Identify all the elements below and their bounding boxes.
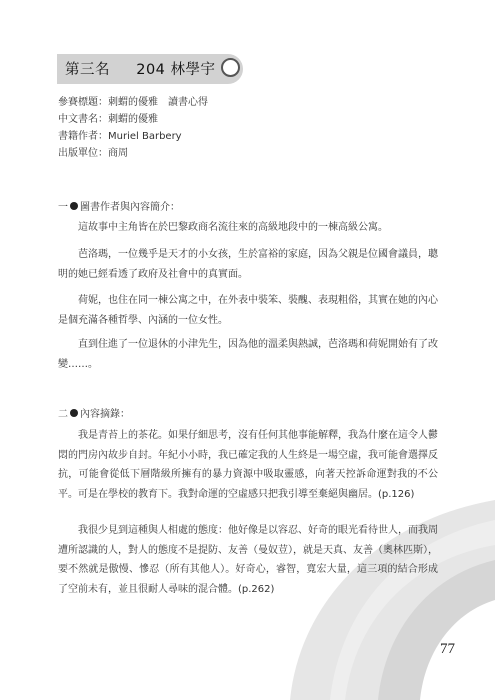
circle-icon — [221, 58, 240, 77]
meta-value: 刺蝟的優雅 — [108, 114, 158, 125]
section-title: 內容摘錄： — [80, 409, 130, 420]
excerpt-paragraph: 我很少見到這種與人相處的態度：他好像是以容忍、好奇的眼光看待世人，而我周遭所認識的人，對人的態度不是提防、友善（曼奴荳），就是天真、友善（奧林匹斯），要不然就是傲慢、慘忍（所有其他人）。好奇心，睿智，寬宏大量，這三項的結合形成了空前未有，並且很耐人尋味的混合體。(p.262) — [58, 525, 438, 595]
intro-paragraph: 這故事中主角皆在於巴黎政商名流往來的高級地段中的一棟高級公寓。 — [78, 222, 388, 233]
meta-value: 商周 — [108, 148, 128, 159]
page-title — [65, 60, 216, 80]
meta-line — [58, 128, 208, 145]
meta-label: 書籍作者： — [58, 131, 108, 142]
book-info — [58, 94, 208, 162]
bullet-icon — [70, 202, 78, 210]
page-number: 77 — [440, 641, 455, 657]
meta-line — [58, 111, 208, 128]
title-entry: 204 林學宇 — [136, 62, 216, 78]
meta-line — [58, 145, 208, 162]
meta-label: 參賽標題： — [58, 97, 108, 108]
intro-paragraph: 直到住進了一位退休的小津先生，因為他的溫柔與熱誠，芭洛瑪和荷妮開始有了改變……。 — [58, 339, 438, 370]
section-heading-excerpt — [58, 405, 130, 420]
intro-paragraph: 芭洛瑪，一位幾乎是天才的小女孩，生於富裕的家庭，因為父親是位國會議員，聰明的她已經看透了政府及社會中的真實面。 — [58, 249, 438, 280]
meta-label: 出版單位： — [58, 148, 108, 159]
meta-value: 刺蝟的優雅 讀書心得 — [108, 97, 208, 108]
excerpt-paragraph: 我是青苔上的茶花。如果仔細思考，沒有任何其他事能解釋，我為什麼在這令人鬱悶的門房內故步自封。年紀小小時，我已確定我的人生終是一場空虛，我可能會選擇反抗，可能會從低下層階級所擁有的暴力資源中吸取靈感，向著天控訴命運對我的不公平。可是在學校的教育下。我對命運的空虛感只把我引導至棄絕與幽居。(p.126) — [58, 430, 438, 500]
section-heading-intro — [58, 198, 180, 213]
meta-line — [58, 94, 208, 111]
intro-paragraph: 荷妮，也住在同一棟公寓之中，在外表中裝笨、裝醜、表現粗俗，其實在她的內心是個充滿各種哲學、內涵的一位女性。 — [58, 295, 438, 326]
section-title: 圖書作者與內容簡介： — [80, 202, 180, 213]
title-rank: 第三名 — [65, 62, 110, 78]
meta-value: Muriel Barbery — [108, 131, 182, 142]
section-number: 一 — [58, 202, 68, 213]
bullet-icon — [70, 409, 78, 417]
meta-label: 中文書名： — [58, 114, 108, 125]
section-number: 二 — [58, 409, 68, 420]
